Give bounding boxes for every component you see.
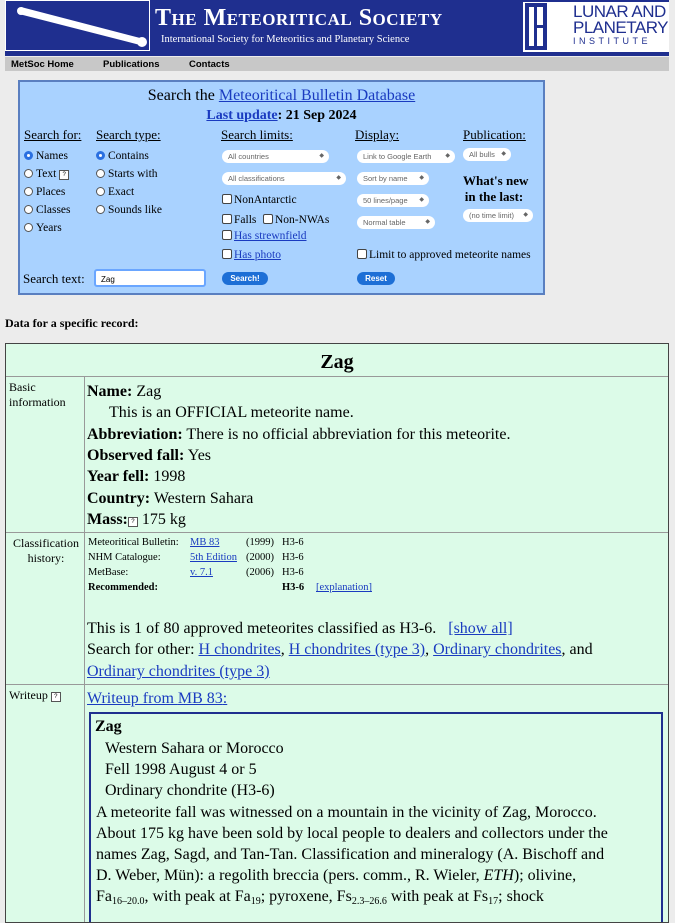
class-ref-link[interactable]: 5th Edition	[190, 552, 237, 563]
writeup-fell: Fell 1998 August 4 or 5	[105, 761, 257, 778]
radio-names[interactable]: Names	[24, 150, 68, 162]
search-panel	[18, 80, 545, 295]
year-fell-row: Year fell: 1998	[87, 468, 186, 485]
radio-sounds-like[interactable]: Sounds like	[96, 204, 162, 216]
approved-count: This is 1 of 80 approved meteorites classified as H3-6. [show all]	[87, 620, 513, 637]
observed-fall-row: Observed fall: Yes	[87, 447, 212, 464]
mass-row: Mass: ? 175 kg	[87, 511, 186, 528]
search-for-label: Search for:	[24, 127, 82, 142]
search-limits-label: Search limits:	[221, 127, 293, 142]
checkbox-nonantarctic[interactable]: NonAntarctic	[222, 194, 297, 206]
lpi-line2: PLANETARY	[573, 18, 669, 37]
last-update-link[interactable]: Last update	[206, 108, 278, 123]
class-source: MetBase:	[88, 567, 129, 578]
recommended-label: Recommended:	[88, 582, 158, 593]
database-link[interactable]: Meteoritical Bulletin Database	[218, 87, 416, 104]
writeup-line: A meteorite fall was witnessed on a mountain in the vicinity of Zag, Morocco.	[96, 804, 597, 821]
search-button[interactable]: Search!	[222, 272, 268, 285]
radio-contains[interactable]: Contains	[96, 150, 149, 162]
classification-history-label: Classification history:	[13, 536, 79, 565]
writeup-box	[89, 712, 663, 923]
last-update: Last update: 21 Sep 2024	[206, 108, 357, 123]
writeup-line: $Fa_{16-20.0}$, with peak at $Fa_{19}$; pyroxene, $Fs_{2.3-26.6}$ with peak at $Fs_{17}$; shock	[96, 888, 544, 907]
class-ref-link[interactable]: v. 7.1	[190, 567, 213, 578]
checkbox-limit-approved[interactable]: Limit to approved meteorite names	[357, 249, 531, 261]
radio-classes[interactable]: Classes	[24, 204, 71, 216]
nav-metsoc-home[interactable]: MetSoc Home	[11, 59, 74, 70]
other-link-ordinary-chondrites-type3[interactable]: Ordinary chondrites (type 3)	[87, 663, 270, 680]
other-link-h-chondrites-type3[interactable]: H chondrites (type 3)	[288, 641, 426, 658]
class-year: (1999)	[246, 537, 274, 548]
help-icon[interactable]: ?	[128, 517, 138, 527]
help-icon[interactable]: ?	[59, 170, 69, 180]
search-type-label: Search type:	[96, 127, 161, 142]
checkbox-non-nwas[interactable]: Non-NWAs	[263, 214, 329, 226]
class-value: H3-6	[282, 537, 304, 548]
site-subtitle: International Society for Meteoritics and Planetary Science	[161, 34, 410, 45]
country-row: Country: Western Sahara	[87, 490, 254, 507]
meteor-icon	[6, 1, 151, 52]
site-header	[5, 0, 669, 56]
whats-new-label: What's new in the last:	[463, 173, 529, 204]
writeup-line: About 175 kg have been sold by local people to dealers and collectors under the	[96, 825, 608, 842]
radio-starts-with[interactable]: Starts with	[96, 168, 158, 180]
table-type-select[interactable]: Normal table ◆	[357, 216, 435, 229]
other-link-h-chondrites[interactable]: H chondrites	[198, 641, 281, 658]
nav-bar	[5, 57, 669, 71]
search-other-row: Search for other: H chondrites, H chondrites (type 3), Ordinary chondrites, and	[87, 641, 593, 658]
record-section-label: Data for a specific record:	[5, 316, 139, 330]
lpi-line3: INSTITUTE	[573, 36, 651, 46]
photo-link[interactable]: Has photo	[234, 249, 281, 261]
other-link-ordinary-chondrites[interactable]: Ordinary chondrites	[433, 641, 562, 658]
class-source: Meteoritical Bulletin:	[88, 537, 179, 548]
lpi-logo[interactable]	[523, 2, 669, 52]
record-title: Zag	[6, 344, 668, 377]
writeup-line: names Zag, Sagd, and Tan-Tan. Classification and mineralogy (A. Bischoff and	[96, 846, 605, 863]
search-text-input[interactable]: Zag	[94, 269, 206, 287]
writeup-location: Western Sahara or Morocco	[105, 740, 284, 757]
country-select[interactable]: All countries ◆	[222, 150, 329, 163]
recommended-class: H3-6	[282, 582, 305, 593]
search-other-row-2	[87, 663, 270, 681]
class-value: H3-6	[282, 567, 304, 578]
lpi-emblem-icon	[525, 3, 547, 50]
class-year: (2006)	[246, 567, 274, 578]
class-year: (2000)	[246, 552, 274, 563]
classification-select[interactable]: All classifications ◆	[222, 172, 346, 185]
map-link-select[interactable]: Link to Google Earth ◆	[357, 150, 455, 163]
reset-button[interactable]: Reset	[357, 272, 395, 285]
basic-info-label: Basic information	[9, 380, 66, 409]
sort-select[interactable]: Sort by name ◆	[357, 172, 429, 185]
class-source: NHM Catalogue:	[88, 552, 161, 563]
search-text-label: Search text:	[23, 271, 85, 286]
checkbox-photo[interactable]	[222, 249, 281, 261]
name-row: Name: Zag	[87, 383, 162, 400]
metsoc-logo[interactable]	[5, 0, 150, 51]
abbreviation-row: Abbreviation: There is no official abbreviation for this meteorite.	[87, 426, 511, 443]
radio-text[interactable]: Text ?	[24, 168, 69, 180]
help-icon[interactable]: ?	[51, 692, 61, 702]
checkbox-falls[interactable]: Falls	[222, 214, 256, 226]
radio-years[interactable]: Years	[24, 222, 62, 234]
lines-per-page-select[interactable]: 50 lines/page ◆	[357, 194, 429, 207]
bulletins-select[interactable]: All bulls ◆	[463, 148, 511, 161]
class-value: H3-6	[282, 552, 304, 563]
explanation-link[interactable]: [explanation]	[316, 582, 372, 593]
writeup-title: Zag	[95, 718, 122, 735]
writeup-line: D. Weber, Mün): a regolith breccia (pers. comm., R. Wieler, ETH); olivine,	[96, 867, 577, 884]
lpi-line1: LUNAR AND	[573, 2, 666, 21]
time-limit-select[interactable]: (no time limit) ◆	[463, 209, 533, 222]
publication-label: Publication:	[463, 127, 526, 142]
class-ref-link[interactable]: MB 83	[190, 537, 220, 548]
writeup-label: Writeup ?	[9, 688, 61, 703]
show-all-link[interactable]: [show all]	[448, 620, 513, 637]
writeup-source-link[interactable]: Writeup from MB 83:	[87, 690, 228, 707]
strewnfield-link[interactable]: Has strewnfield	[234, 230, 307, 242]
nav-publications[interactable]: Publications	[103, 59, 160, 70]
record-table	[5, 343, 669, 923]
writeup-class: Ordinary chondrite (H3-6)	[105, 782, 275, 799]
nav-contacts[interactable]: Contacts	[189, 59, 230, 70]
site-title[interactable]: The Meteoritical Society	[155, 5, 443, 31]
official-note: This is an OFFICIAL meteorite name.	[109, 404, 354, 421]
display-label: Display:	[355, 127, 400, 142]
radio-places[interactable]: Places	[24, 186, 65, 198]
radio-exact[interactable]: Exact	[96, 186, 134, 198]
checkbox-strewnfield[interactable]	[222, 230, 307, 242]
search-title: Search the Meteoritical Bulletin Database	[147, 87, 416, 104]
